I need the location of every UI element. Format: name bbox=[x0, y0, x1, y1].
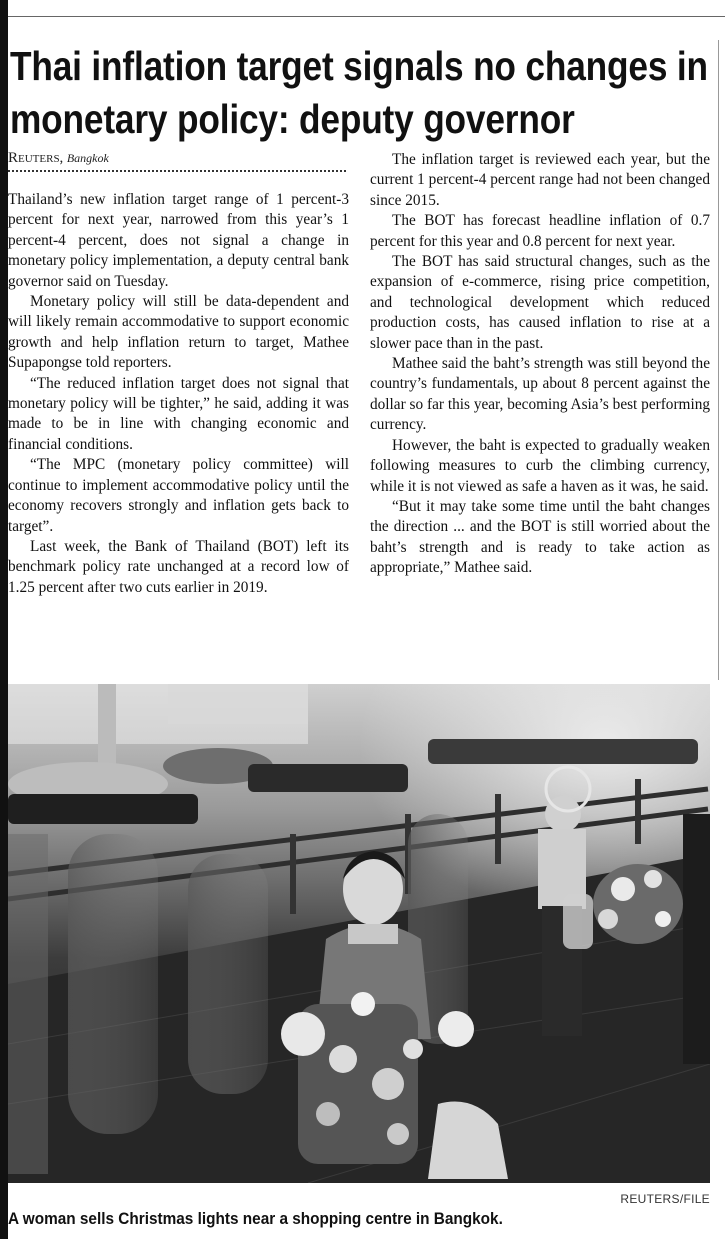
byline-agency: Reuters, bbox=[8, 150, 64, 166]
article-paragraph: However, the baht is expected to gradually weaken following measures to curb the climbing currency, while it is not viewed as safe a haven as it was, he said. bbox=[370, 436, 710, 495]
page-edge-bar bbox=[0, 0, 8, 1239]
article-column-right bbox=[370, 150, 710, 579]
photo-caption: A woman sells Christmas lights near a shopping centre in Bangkok. bbox=[8, 1210, 503, 1228]
headline: Thai inflation target signals no changes in monetary policy: deputy governor bbox=[10, 43, 708, 142]
article-paragraph: The BOT has said structural changes, such as the expansion of e-commerce, rising price competition, and technological development which reduced production costs, has caused inflation to rise at a slower pace than in the past. bbox=[370, 253, 710, 352]
top-rule bbox=[8, 16, 725, 17]
article-paragraph: Mathee said the baht’s strength was still beyond the country’s fundamentals, up about 8 percent against the dollar so far this year, becoming Asia’s best performing currency. bbox=[370, 355, 710, 434]
article-paragraph: The BOT has forecast headline inflation of 0.7 percent for this year and 0.8 percent for next year. bbox=[370, 212, 710, 250]
street-vendor-photo bbox=[8, 684, 710, 1183]
byline-city: Bangkok bbox=[66, 151, 109, 165]
column-rule bbox=[718, 40, 719, 680]
article-paragraph: Thailand’s new inflation target range of 1 percent-3 percent for next year, narrowed from this year’s 1 percent-4 percent, does not signal a change in monetary policy implementation, a deputy central bank governor said on Tuesday. bbox=[8, 191, 349, 290]
byline-divider bbox=[8, 170, 346, 172]
article-column-left bbox=[8, 190, 349, 598]
article-paragraph: “The reduced inflation target does not signal that monetary policy will be tighter,” he said, adding it was made to be in line with changing economic and financial conditions. bbox=[8, 374, 349, 453]
article-paragraph: “But it may take some time until the baht changes the direction ... and the BOT is still worried about the baht’s strength and is ready to take action as appropriate,” Mathee said. bbox=[370, 497, 710, 577]
article-paragraph: “The MPC (monetary policy committee) will continue to implement accommodative policy until the economy recovers strongly and inflation gets back to target”. bbox=[8, 456, 349, 535]
photo-credit: REUTERS/FILE bbox=[620, 1192, 710, 1206]
article-paragraph: Monetary policy will still be data-dependent and will likely remain accommodative to support economic growth and help inflation return to target, Mathee Supapongse told reporters. bbox=[8, 293, 349, 372]
article-paragraph: Last week, the Bank of Thailand (BOT) left its benchmark policy rate unchanged at a record low of 1.25 percent after two cuts earlier in 2019. bbox=[8, 537, 349, 596]
byline bbox=[8, 150, 109, 167]
news-photo bbox=[8, 684, 710, 1183]
article-paragraph: The inflation target is reviewed each year, but the current 1 percent-4 percent range had not been changed since 2015. bbox=[370, 151, 710, 209]
